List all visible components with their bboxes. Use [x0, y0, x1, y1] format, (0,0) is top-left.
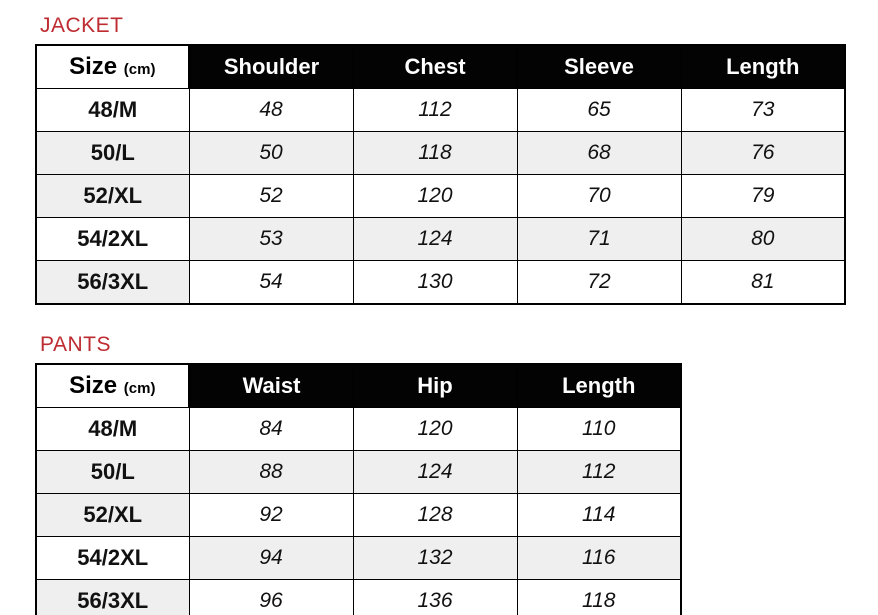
size-header-cell — [36, 45, 189, 89]
value-cell: 65 — [517, 89, 681, 132]
column-header-length: Length — [681, 45, 845, 89]
value-cell: 124 — [353, 451, 517, 494]
table-row — [36, 175, 845, 218]
value-cell: 128 — [353, 494, 517, 537]
value-cell: 116 — [517, 537, 681, 580]
table-row — [36, 261, 845, 305]
size-cell: 52/XL — [36, 494, 189, 537]
size-unit-label: (cm) — [123, 61, 156, 78]
value-cell: 76 — [681, 132, 845, 175]
size-cell: 54/2XL — [36, 537, 189, 580]
value-cell: 118 — [353, 132, 517, 175]
value-cell: 48 — [189, 89, 353, 132]
size-cell: 56/3XL — [36, 580, 189, 615]
table-row — [36, 89, 845, 132]
column-header-shoulder: Shoulder — [189, 45, 353, 89]
pants-section — [35, 333, 878, 615]
value-cell: 92 — [189, 494, 353, 537]
table-row — [36, 451, 681, 494]
jacket-section-title: JACKET — [40, 14, 124, 37]
value-cell: 68 — [517, 132, 681, 175]
pants-section-title: PANTS — [40, 333, 111, 356]
jacket-table — [35, 44, 846, 305]
column-header-waist: Waist — [189, 364, 353, 408]
value-cell: 120 — [353, 408, 517, 451]
value-cell: 124 — [353, 218, 517, 261]
pants-table — [35, 363, 682, 615]
table-row — [36, 537, 681, 580]
column-header-hip: Hip — [353, 364, 517, 408]
table-row — [36, 408, 681, 451]
value-cell: 94 — [189, 537, 353, 580]
table-row — [36, 580, 681, 615]
size-cell: 52/XL — [36, 175, 189, 218]
table-row — [36, 218, 845, 261]
value-cell: 80 — [681, 218, 845, 261]
value-cell: 112 — [353, 89, 517, 132]
size-cell: 56/3XL — [36, 261, 189, 305]
value-cell: 110 — [517, 408, 681, 451]
size-header-cell — [36, 364, 189, 408]
value-cell: 136 — [353, 580, 517, 615]
value-cell: 81 — [681, 261, 845, 305]
size-header-label: Size — [69, 53, 118, 80]
value-cell: 79 — [681, 175, 845, 218]
table-row — [36, 494, 681, 537]
value-cell: 132 — [353, 537, 517, 580]
column-header-chest: Chest — [353, 45, 517, 89]
value-cell: 71 — [517, 218, 681, 261]
column-header-sleeve: Sleeve — [517, 45, 681, 89]
value-cell: 118 — [517, 580, 681, 615]
value-cell: 70 — [517, 175, 681, 218]
value-cell: 50 — [189, 132, 353, 175]
value-cell: 84 — [189, 408, 353, 451]
jacket-section — [35, 14, 878, 305]
size-cell: 48/M — [36, 408, 189, 451]
column-header-length: Length — [517, 364, 681, 408]
jacket-header-row — [36, 45, 845, 89]
value-cell: 88 — [189, 451, 353, 494]
value-cell: 53 — [189, 218, 353, 261]
size-cell: 50/L — [36, 132, 189, 175]
value-cell: 52 — [189, 175, 353, 218]
value-cell: 120 — [353, 175, 517, 218]
value-cell: 54 — [189, 261, 353, 305]
pants-header-row — [36, 364, 681, 408]
value-cell: 72 — [517, 261, 681, 305]
value-cell: 96 — [189, 580, 353, 615]
size-unit-label: (cm) — [123, 380, 156, 397]
table-row — [36, 132, 845, 175]
size-cell: 48/M — [36, 89, 189, 132]
size-cell: 50/L — [36, 451, 189, 494]
value-cell: 112 — [517, 451, 681, 494]
value-cell: 73 — [681, 89, 845, 132]
size-header-label: Size — [69, 372, 118, 399]
value-cell: 130 — [353, 261, 517, 305]
value-cell: 114 — [517, 494, 681, 537]
size-cell: 54/2XL — [36, 218, 189, 261]
